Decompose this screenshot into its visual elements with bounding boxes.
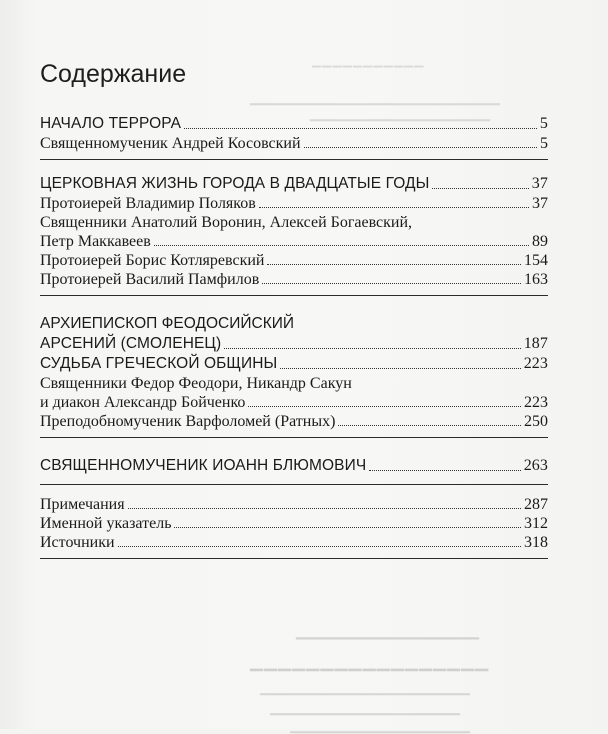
toc-entry-title: ЦЕРКОВНАЯ ЖИЗНЬ ГОРОДА В ДВАДЦАТЫЕ ГОДЫ: [40, 175, 430, 192]
toc-entry-first-line: Священники Анатолий Воронин, Алексей Богаевский,: [40, 214, 413, 231]
toc-entry-page: 5: [539, 115, 548, 132]
dot-leader: [184, 128, 537, 129]
toc-entry-title: и диакон Александр Бойченко: [40, 394, 246, 411]
toc-entry-page: 37: [531, 175, 548, 192]
show-through-mark: ▁▁▁▁▁▁▁▁▁▁▁▁▁▁▁▁▁▁: [310, 106, 490, 121]
toc-entry-page: 154: [524, 252, 548, 269]
dot-leader: [338, 425, 521, 426]
dot-leader: [118, 546, 521, 547]
toc-entry-page: 187: [523, 335, 548, 352]
toc-entry-page: 263: [523, 457, 548, 474]
toc-entry-page: 37: [532, 195, 548, 212]
dot-leader: [154, 245, 529, 246]
dot-leader: [267, 264, 521, 265]
toc-entry-page: 163: [524, 271, 548, 288]
toc-entry[interactable]: [40, 495, 548, 514]
dot-leader: [280, 368, 520, 369]
toc-group: [40, 314, 548, 438]
toc-entry-page: 250: [524, 413, 548, 430]
toc-entry-title: Преподобномученик Варфоломей (Ратных): [40, 413, 336, 430]
show-through-mark: ▁▁▁▁▁▁▁▁▁▁▁▁▁▁▁▁▁▁▁▁▁: [260, 680, 470, 695]
toc-entry-page: 223: [524, 394, 548, 411]
table-of-contents: [40, 114, 548, 569]
toc-entry-section[interactable]: [40, 456, 548, 476]
dot-leader: [304, 147, 537, 148]
toc-entry[interactable]: [40, 134, 548, 153]
dot-leader: [224, 348, 520, 349]
toc-entry-title: Священномученик Андрей Косовский: [40, 135, 301, 152]
toc-entry[interactable]: [40, 251, 548, 270]
toc-entry-title: Петр Маккавеев: [40, 233, 151, 250]
toc-entry-first-line: АРХИЕПИСКОП ФЕОДОСИЙСКИЙ: [40, 315, 295, 332]
dot-leader: [248, 406, 521, 407]
toc-group: [40, 495, 548, 559]
show-through-mark: ▁▁▁▁▁▁▁▁▁▁▁▁▁▁▁▁▁▁: [290, 718, 470, 733]
show-through-mark: ▔▔▔▔▔▔▔▔▔▔▔: [312, 66, 425, 80]
toc-entry-section[interactable]: [40, 354, 548, 374]
toc-group: [40, 174, 548, 296]
toc-entry-section[interactable]: [40, 334, 548, 354]
page-title: Содержание: [40, 60, 187, 88]
dot-leader: [432, 188, 528, 189]
toc-group: [40, 456, 548, 485]
toc-entry[interactable]: [40, 270, 548, 289]
toc-entry-section[interactable]: [40, 174, 548, 194]
toc-entry[interactable]: [40, 393, 548, 412]
toc-entry-title: АРСЕНИЙ (СМОЛЕНЕЦ): [40, 335, 222, 352]
show-through-mark: ▁▁▁▁▁▁▁▁▁▁▁▁▁▁▁▁▁▁▁: [270, 700, 460, 715]
dot-leader: [262, 283, 521, 284]
dot-leader: [174, 527, 521, 528]
toc-entry-first-line: Священники Федор Феодори, Никандр Сакун: [40, 375, 352, 392]
toc-entry-title: СУДЬБА ГРЕЧЕСКОЙ ОБЩИНЫ: [40, 355, 278, 372]
toc-entry-title: НАЧАЛО ТЕРРОРА: [40, 115, 182, 132]
toc-entry-title: Именной указатель: [40, 515, 172, 532]
toc-entry-page: 5: [540, 135, 548, 152]
dot-leader: [128, 508, 521, 509]
toc-entry-title: Источники: [40, 534, 115, 551]
toc-entry-page: 89: [532, 233, 548, 250]
show-through-mark: ▁▁▁▁▁▁▁▁▁▁▁▁▁▁▁▁▁: [250, 652, 490, 671]
toc-entry[interactable]: [40, 533, 548, 552]
toc-entry-page: 287: [524, 496, 548, 513]
toc-entry-section[interactable]: [40, 114, 548, 134]
toc-entry-page: 223: [523, 355, 548, 372]
toc-entry-title: СВЯЩЕННОМУЧЕНИК ИОАНН БЛЮМОВИЧ: [40, 457, 367, 474]
show-through-mark: ▁▁▁▁▁▁▁▁▁▁▁▁▁▁▁▁▁▁▁▁▁▁▁▁▁: [250, 90, 500, 105]
toc-entry[interactable]: [40, 232, 548, 251]
dot-leader: [259, 207, 529, 208]
toc-entry-page: 312: [524, 515, 548, 532]
toc-entry[interactable]: [40, 412, 548, 431]
toc-entry-title: Протоиерей Владимир Поляков: [40, 195, 256, 212]
dot-leader: [369, 470, 520, 471]
toc-entry-title: Протоиерей Борис Котляревский: [40, 252, 265, 269]
toc-entry-title: Примечания: [40, 496, 125, 513]
show-through-mark: ▁▁▁▁▁▁▁▁▁▁▁▁▁▁▁▁▁: [296, 623, 480, 639]
toc-entry-title: Протоиерей Василий Памфилов: [40, 271, 260, 288]
toc-entry[interactable]: [40, 194, 548, 213]
toc-entry-page: 318: [524, 534, 548, 551]
toc-group: [40, 114, 548, 160]
toc-entry[interactable]: [40, 514, 548, 533]
